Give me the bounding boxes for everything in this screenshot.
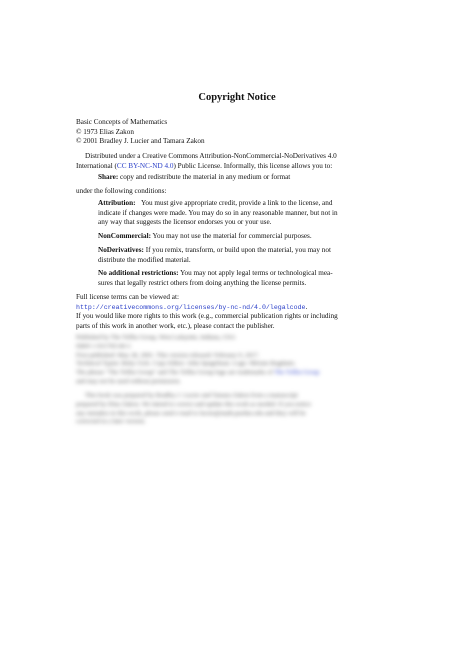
- book-name: Basic Concepts of Mathematics: [76, 118, 168, 126]
- share-item: [98, 173, 290, 183]
- publisher-info: Published by The Trillia Group, West Lafayette, Indiana, USA ISBN 1-931705-00-3 First published: May 28, 2001. This version released: February 9, 2017. Technical Typist: Betty Gick. Copy Editor: John Spegelman. Logo: Miriam Bogdanic. The phrase "The Trillia Group" and The Trillia Group logo are trademarks of The Trillia Group and may not be used without permission.: [76, 334, 320, 385]
- full-terms: Full license terms can be viewed at: http://creativecommons.org/licenses/by-nc-nd/4.0/legalcode. If you would like more rights to this work (e.g., commercial publication rights or including parts of this work in another work, etc.), please contact the publisher.: [76, 293, 338, 330]
- share-label: Share:: [98, 173, 119, 181]
- attribution-label: Attribution:: [98, 199, 136, 207]
- copyright-lucier: © 2001 Bradley J. Lucier and Tamara Zakon: [76, 137, 205, 145]
- noderivatives-label: NoDerivatives:: [98, 246, 144, 254]
- copyright-zakon: © 1973 Elias Zakon: [76, 127, 134, 136]
- restrictions-label: No additional restrictions:: [98, 269, 179, 277]
- noderivatives-item: NoDerivatives: If you remix, transform, or build upon the material, you may not distribute the modified material.: [98, 246, 331, 264]
- noncommercial-label: NonCommercial:: [98, 232, 151, 240]
- attribution-item: Attribution: You must give appropriate credit, provide a link to the license, and indicate if changes were made. You may do so in any reasonable manner, but not in any way that suggests the licensor endorses you or your use.: [98, 199, 338, 227]
- license-intro-line2: International (CC BY-NC-ND 4.0) Public License. Informally, this license allows you to:: [76, 161, 333, 170]
- license-intro-line1: Distributed under a Creative Commons Attribution-NonCommercial-NoDerivatives 4.0: [85, 152, 337, 160]
- preparation-note: This book was prepared by Bradley J. Lucier and Tamara Zakon from a manuscript prepared by Elias Zakon. We intend to correct and update this work as needed. If you notice any mistakes in this work, please send e-mail to lucier@math.purdue.edu and they will be corrected in a later version.: [76, 392, 312, 426]
- restrictions-item: No additional restrictions: You may not apply legal terms or technological mea- sures that legally restrict others from doing anything the license permits.: [98, 269, 333, 287]
- trillia-link[interactable]: The Trillia Group: [274, 369, 320, 377]
- conditions-heading: under the following conditions:: [76, 187, 167, 195]
- page-title: Copyright Notice: [198, 92, 276, 103]
- noncommercial-item: NonCommercial: You may not use the material for commercial purposes.: [98, 232, 312, 240]
- cc-license-link[interactable]: CC BY-NC-ND 4.0: [116, 161, 174, 170]
- license-intro: [76, 152, 337, 171]
- legalcode-link[interactable]: http://creativecommons.org/licenses/by-nc-nd/4.0/legalcode: [76, 303, 306, 311]
- share-text: copy and redistribute the material in any medium or format: [120, 173, 291, 181]
